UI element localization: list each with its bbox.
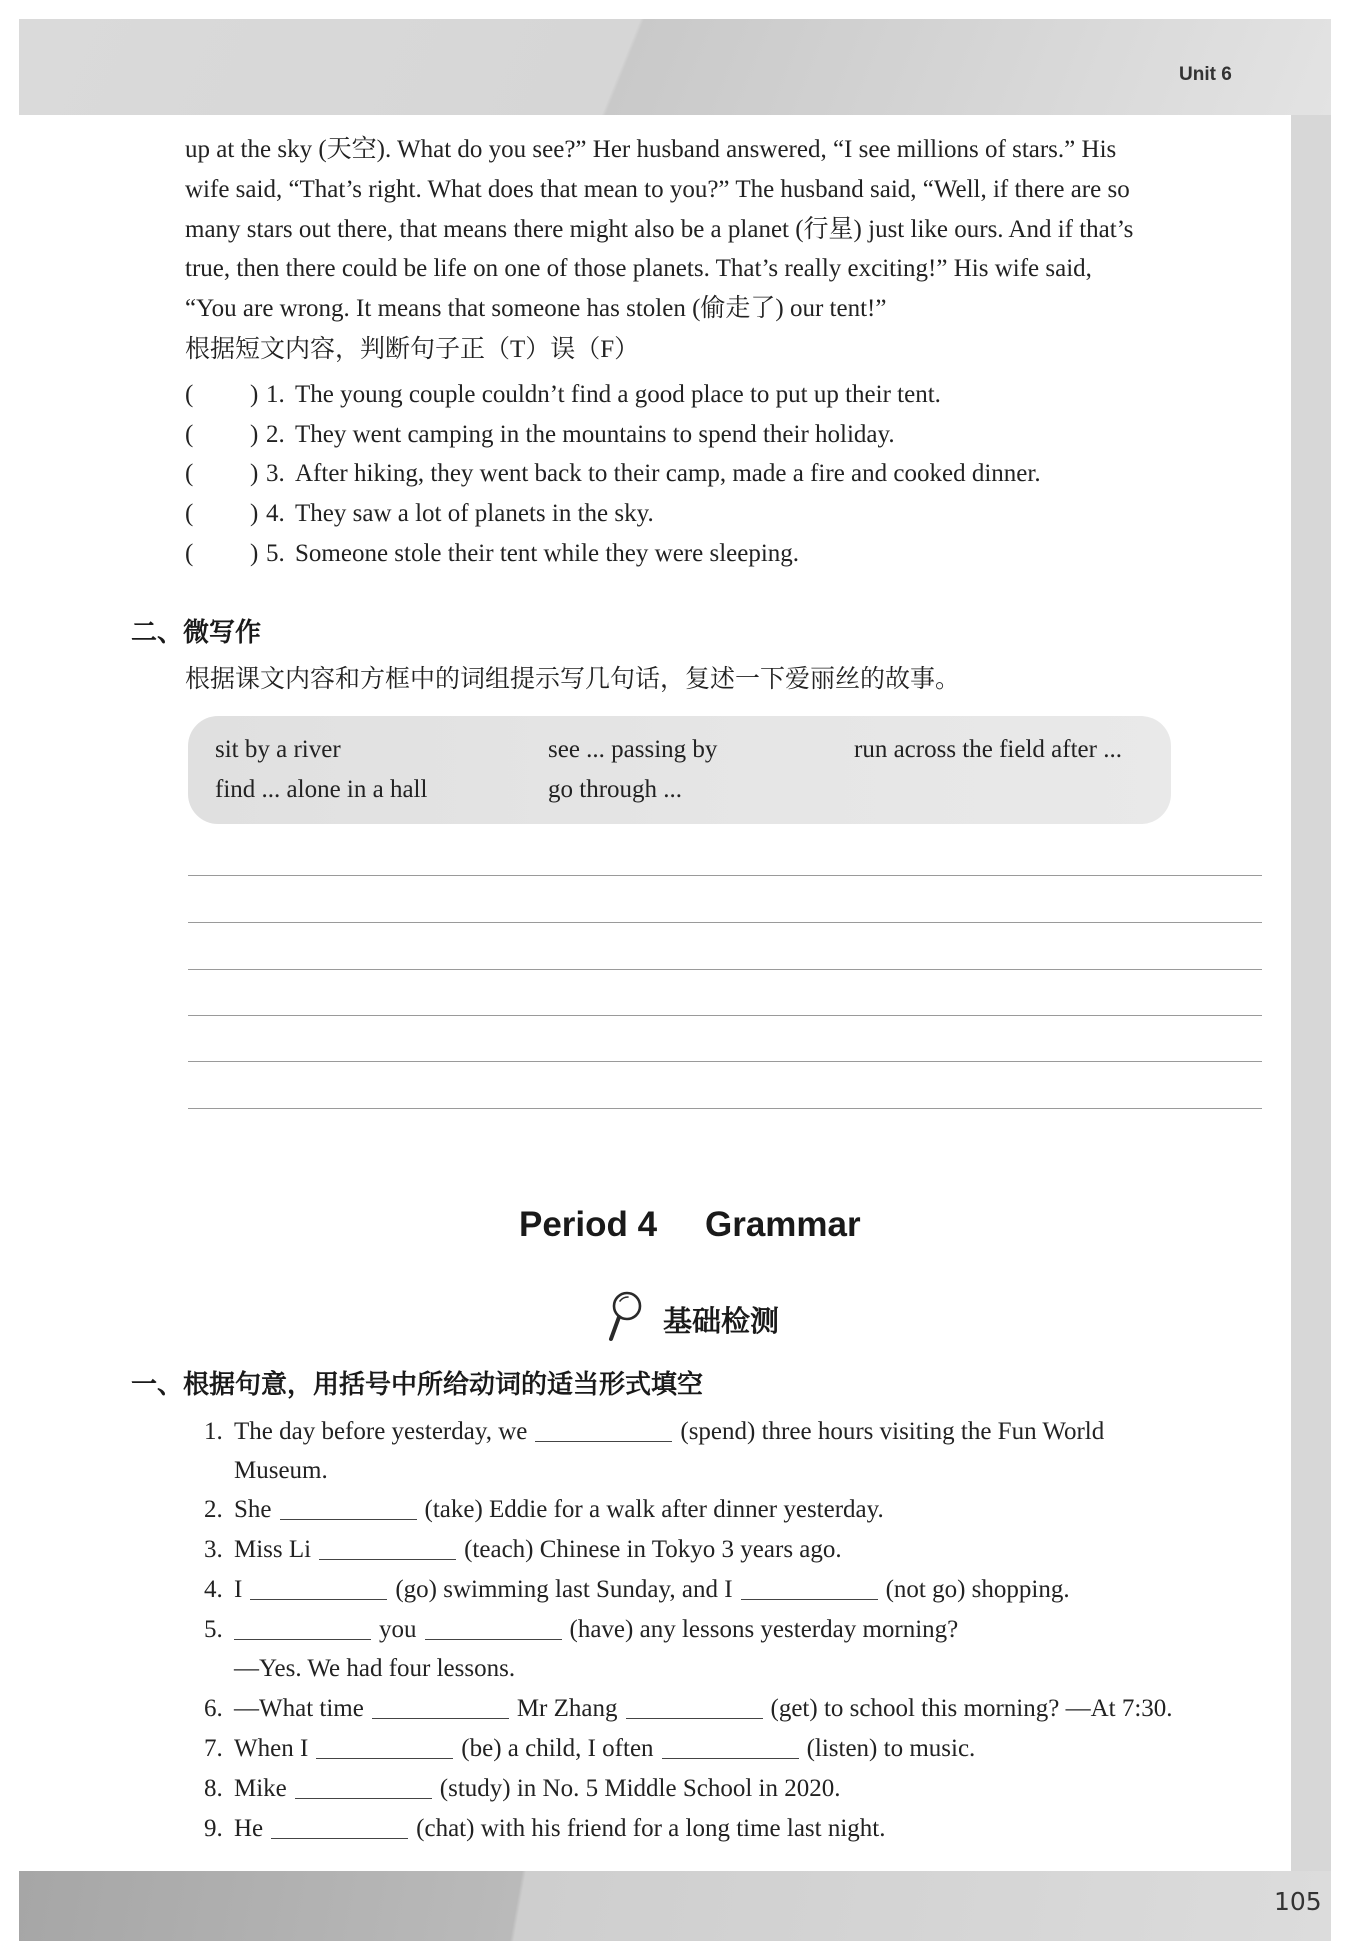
statement-text: They went camping in the mountains to spend their holiday.	[295, 421, 895, 448]
writing-instruction: 根据课文内容和方框中的词组提示写几句话，复述一下爱丽丝的故事。	[185, 666, 961, 693]
answer-blank	[626, 1698, 763, 1719]
answer-bracket-open: (	[185, 460, 194, 487]
page-number: 105	[1274, 1887, 1322, 1916]
answer-blank	[316, 1738, 453, 1759]
question-number: 6.	[204, 1695, 223, 1722]
answer-blank	[425, 1619, 562, 1640]
answer-writing-line	[188, 969, 1262, 970]
question-number: 8.	[204, 1775, 223, 1802]
question-number: 3.	[204, 1536, 223, 1563]
period-title: Period 4	[519, 1205, 658, 1244]
passage-line: up at the sky (天空). What do you see?” Her husband answered, “I see millions of stars.” His	[185, 136, 1117, 163]
question-text: (go) swimming last Sunday, and I	[395, 1576, 733, 1603]
question-number: 9.	[204, 1815, 223, 1842]
question-item	[204, 1610, 958, 1650]
phrase-box	[188, 716, 1171, 824]
question-text: (spend) three hours visiting the Fun World	[680, 1418, 1105, 1445]
answer-blank	[535, 1421, 672, 1442]
question-item	[204, 1729, 975, 1769]
question-text: (get) to school this morning? —At 7:30.	[770, 1695, 1173, 1722]
question-number: 7.	[204, 1735, 223, 1762]
right-margin-strip	[1291, 115, 1331, 1871]
passage-line: many stars out there, that means there might also be a planet (行星) just like ours. And if that’s	[185, 216, 1134, 243]
phrase-item: see ... passing by	[548, 736, 718, 763]
answer-blank	[372, 1698, 509, 1719]
statement-item	[0, 375, 1290, 415]
question-text: Mr Zhang	[516, 1695, 618, 1722]
statement-number: 3.	[266, 460, 285, 487]
question-item	[204, 1530, 842, 1570]
statement-item	[0, 534, 1290, 574]
question-text: Miss Li	[234, 1536, 312, 1563]
basics-check-label: 基础检测	[663, 1304, 780, 1338]
question-text: —What time	[234, 1695, 364, 1722]
statement-number: 5.	[266, 540, 285, 567]
question-item	[204, 1769, 840, 1809]
statement-number: 1.	[266, 381, 285, 408]
question-text: I	[234, 1576, 243, 1603]
question-text: (teach) Chinese in Tokyo 3 years ago.	[464, 1536, 842, 1563]
question-item	[204, 1412, 1104, 1452]
passage-line: wife said, “That’s right. What does that mean to you?” The husband said, “Well, if there are so	[185, 176, 1130, 203]
answer-bracket-close: )	[250, 500, 259, 527]
answer-blank	[234, 1619, 371, 1640]
question-number: 4.	[204, 1576, 223, 1603]
question-continuation: Museum.	[234, 1457, 328, 1484]
answer-bracket-close: )	[250, 540, 259, 567]
answer-bracket-close: )	[250, 421, 259, 448]
answer-bracket-open: (	[185, 540, 194, 567]
question-number: 2.	[204, 1496, 223, 1523]
statement-item	[0, 454, 1290, 494]
question-number: 5.	[204, 1616, 223, 1643]
answer-writing-line	[188, 922, 1262, 923]
answer-bracket-open: (	[185, 500, 194, 527]
question-text: The day before yesterday, we	[234, 1418, 528, 1445]
answer-blank	[662, 1738, 799, 1759]
question-text: She	[234, 1496, 272, 1523]
question-text: (take) Eddie for a walk after dinner yesterday.	[424, 1496, 884, 1523]
passage-line: true, then there could be life on one of those planets. That’s really exciting!” His wife said,	[185, 255, 1092, 282]
statement-text: The young couple couldn’t find a good place to put up their tent.	[295, 381, 941, 408]
question-text: He	[234, 1815, 264, 1842]
question-text: (not go) shopping.	[885, 1576, 1070, 1603]
question-item	[204, 1809, 886, 1849]
question-item	[204, 1689, 1173, 1729]
answer-blank	[250, 1579, 387, 1600]
unit-label: Unit 6	[1179, 64, 1232, 85]
statement-text: After hiking, they went back to their camp, made a fire and cooked dinner.	[295, 460, 1041, 487]
phrase-item: find ... alone in a hall	[215, 776, 428, 803]
question-number: 1.	[204, 1418, 223, 1445]
answer-bracket-open: (	[185, 381, 194, 408]
statement-item	[0, 415, 1290, 455]
question-text: you	[379, 1616, 417, 1643]
grammar-section-heading: 一、根据句意，用括号中所给动词的适当形式填空	[131, 1370, 704, 1400]
question-text: (study) in No. 5 Middle School in 2020.	[439, 1775, 841, 1802]
question-item	[204, 1490, 884, 1530]
true-false-instruction: 根据短文内容，判断句子正（T）误（F）	[185, 336, 640, 363]
phrase-item: run across the field after ...	[854, 736, 1122, 763]
question-text: (be) a child, I often	[461, 1735, 654, 1762]
statement-item	[0, 494, 1290, 534]
magnifier-icon	[603, 1289, 643, 1345]
question-text: Mike	[234, 1775, 287, 1802]
answer-bracket-close: )	[250, 381, 259, 408]
statement-number: 2.	[266, 421, 285, 448]
writing-section-heading: 二、微写作	[131, 618, 262, 648]
footer-band	[19, 1871, 1331, 1941]
statement-text: They saw a lot of planets in the sky.	[295, 500, 654, 527]
answer-writing-line	[188, 1061, 1262, 1062]
question-text: (listen) to music.	[806, 1735, 976, 1762]
period-subtitle: Grammar	[705, 1205, 861, 1244]
statement-text: Someone stole their tent while they were sleeping.	[295, 540, 800, 567]
answer-bracket-open: (	[185, 421, 194, 448]
question-text: (chat) with his friend for a long time last night.	[416, 1815, 886, 1842]
answer-blank	[271, 1818, 408, 1839]
question-text: When I	[234, 1735, 309, 1762]
answer-writing-line	[188, 1108, 1262, 1109]
answer-writing-line	[188, 1015, 1262, 1016]
question-item	[204, 1570, 1070, 1610]
phrase-item: sit by a river	[215, 736, 341, 763]
answer-writing-line	[188, 875, 1262, 876]
phrase-item: go through ...	[548, 776, 683, 803]
answer-blank	[295, 1778, 432, 1799]
answer-blank	[280, 1499, 417, 1520]
answer-blank	[741, 1579, 878, 1600]
passage-line: “You are wrong. It means that someone has stolen (偷走了) our tent!”	[185, 295, 887, 322]
header-band	[19, 19, 1331, 115]
answer-bracket-close: )	[250, 460, 259, 487]
question-text: (have) any lessons yesterday morning?	[569, 1616, 959, 1643]
answer-blank	[319, 1539, 456, 1560]
statement-number: 4.	[266, 500, 285, 527]
question-continuation: —Yes. We had four lessons.	[234, 1655, 516, 1682]
